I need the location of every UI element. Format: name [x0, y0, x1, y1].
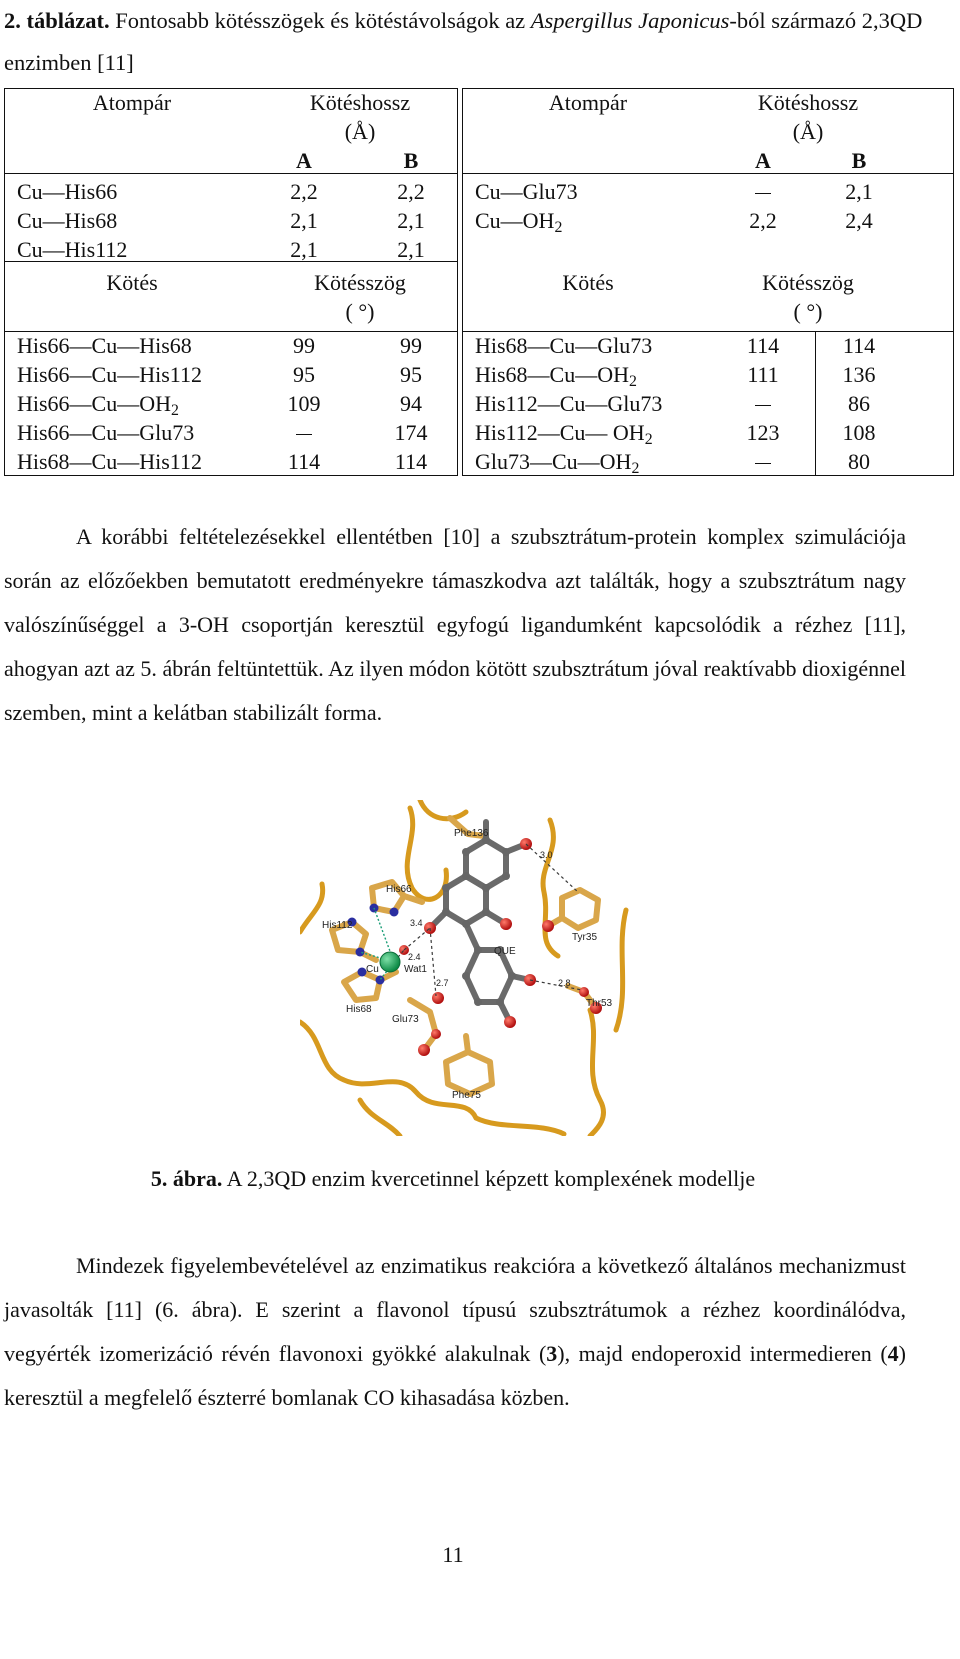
value-a: 2,1: [290, 208, 318, 233]
figure-caption: 5. ábra. A 2,3QD enzim kvercetinnel képzett komplexének modellje: [150, 1166, 756, 1191]
label-glu73: Glu73: [392, 1014, 419, 1025]
header-unit-angle: ( °): [345, 299, 375, 324]
row-label: Cu—Glu73: [475, 179, 578, 204]
value-a: 2,2: [290, 179, 318, 204]
value-a: [755, 178, 771, 206]
row-label: His66—Cu—His68: [17, 333, 192, 358]
value-b: 86: [848, 391, 870, 416]
value-a: [755, 448, 771, 476]
header-unit-length: (Å): [344, 119, 376, 144]
header-kotes: Kötés: [562, 270, 614, 295]
label-phe136: Phe136: [454, 828, 489, 839]
distance-2-8: 2.8: [558, 978, 571, 988]
label-tyr35: Tyr35: [572, 932, 598, 943]
empty-dash: [755, 463, 771, 464]
header-unit-length: (Å): [792, 119, 824, 144]
label-wat1: Wat1: [404, 964, 427, 975]
row-label: His112—Cu— $OH_2$: [475, 420, 653, 448]
distance-2-7: 2.7: [436, 978, 449, 988]
figure-label: 5. ábra.: [150, 1166, 223, 1191]
value-a: 2,2: [749, 208, 777, 233]
table-right: [462, 88, 954, 476]
value-b: 2,1: [845, 179, 873, 204]
table-left: [4, 88, 458, 476]
paragraph-2: Mindezek figyelembevételével az enzimatikus reakcióra a következő általános mechanizmust javasolták [11] (6. ábra). E szerint a flavonol típusú szubsztrátumok a rézhez koordinálódva, vegyérték izomerizáció révén flavonoxi gyökké alakulnak (3), majd endoperoxid intermedieren (4) keresztül a megfelelő észterré bomlanak CO kihasadása közben.: [4, 1253, 906, 1410]
value-a: 111: [747, 362, 779, 387]
row-label: $His66—Cu—OH_2$: [17, 391, 179, 419]
header-b: B: [403, 148, 419, 173]
value-a: 95: [293, 362, 315, 387]
paragraph-1: A korábbi feltételezésekkel ellentétben [10] a szubsztrátum-protein komplex szimulációja során az előzőekben bemutatott eredményekre támaszkodva azt találták, hogy a szubsztrátum nagy valószínűséggel a 3-OH csoportján keresztül egyfogú ligandumként kapcsolódik a rézhez [11], ahogyan azt az 5. ábrán feltüntettük. Az ilyen módon kötött szubsztrátum jóval reaktívabb dioxigénnel szemben, mint a kelátban stabilizált forma.: [4, 524, 906, 725]
header-atompar: Atompár: [548, 90, 628, 115]
copper-atom: [380, 952, 400, 972]
page-number: 11: [442, 1542, 464, 1567]
label-que: QUE: [494, 946, 516, 957]
value-a: 109: [287, 391, 321, 416]
compound-number-3: 3: [546, 1341, 558, 1366]
label-his66: His66: [386, 884, 412, 895]
row-label: His66—Cu—His112: [17, 362, 202, 387]
value-b: 99: [400, 333, 422, 358]
row-label: His68—Cu—His112: [17, 449, 202, 474]
value-b: 114: [394, 449, 428, 474]
row-label: His112—Cu—Glu73: [475, 391, 663, 416]
value-b: 2,1: [397, 208, 425, 233]
row-label: $His68—Cu—OH_2$: [475, 362, 637, 390]
value-b: 2,1: [397, 237, 425, 262]
species-name: Aspergillus Japonicus: [530, 8, 730, 33]
label-his68: His68: [346, 1004, 372, 1015]
value-b: 114: [842, 333, 876, 358]
label-cu: Cu: [366, 964, 379, 975]
value-b: 95: [400, 362, 422, 387]
value-b: 136: [842, 362, 876, 387]
header-a: A: [755, 148, 771, 173]
empty-dash: [755, 405, 771, 406]
value-b: 108: [842, 420, 876, 445]
distance-2-4: 2.4: [408, 952, 421, 962]
value-b: 2,2: [397, 179, 425, 204]
row-label: Cu—His68: [17, 208, 118, 233]
label-thr53: Thr53: [586, 998, 613, 1009]
value-a: 2,1: [290, 237, 318, 262]
row-label: $Glu73—Cu—OH_2$: [475, 449, 640, 477]
row-label: His66—Cu—Glu73: [17, 420, 195, 445]
value-b: 94: [400, 391, 422, 416]
empty-dash: [755, 193, 771, 194]
distance-3-0: 3.0: [540, 850, 553, 860]
header-kotesszog: Kötésszög: [762, 270, 854, 295]
distance-3-4: 3.4: [410, 918, 423, 928]
value-b: 2,4: [845, 208, 873, 233]
value-a: 114: [746, 333, 780, 358]
row-label: His68—Cu—Glu73: [475, 333, 653, 358]
value-a: [296, 419, 312, 447]
header-a: A: [296, 148, 312, 173]
protein-structure-figure: [300, 800, 632, 1136]
compound-number-4: 4: [887, 1341, 899, 1366]
label-his112: His112: [322, 920, 353, 931]
header-b: B: [851, 148, 867, 173]
value-a: 123: [746, 420, 780, 445]
quercetin-molecule: [430, 822, 530, 1022]
label-phe75: Phe75: [452, 1090, 481, 1101]
header-atompar: Atompár: [92, 90, 172, 115]
header-unit-angle: ( °): [793, 299, 823, 324]
empty-dash: [296, 434, 312, 435]
row-label: $Cu—OH_2$: [475, 208, 563, 236]
table-caption: 2. táblázat. Fontosabb kötésszögek és kötéstávolságok az Aspergillus Japonicus-ból származó 2,3QD enzimben [11]: [4, 8, 923, 75]
header-kotes-hossz: Kötéshossz: [757, 90, 859, 115]
table-label: 2. táblázat.: [4, 8, 110, 33]
header-kotes-hossz: Kötéshossz: [309, 90, 411, 115]
value-a: 99: [293, 333, 315, 358]
value-b: 80: [848, 449, 870, 474]
header-kotes: Kötés: [106, 270, 158, 295]
row-label: Cu—His112: [17, 237, 128, 262]
value-a: 114: [287, 449, 321, 474]
header-kotesszog: Kötésszög: [314, 270, 406, 295]
row-label: Cu—His66: [17, 179, 118, 204]
value-b: 174: [394, 420, 428, 445]
value-a: [755, 390, 771, 418]
